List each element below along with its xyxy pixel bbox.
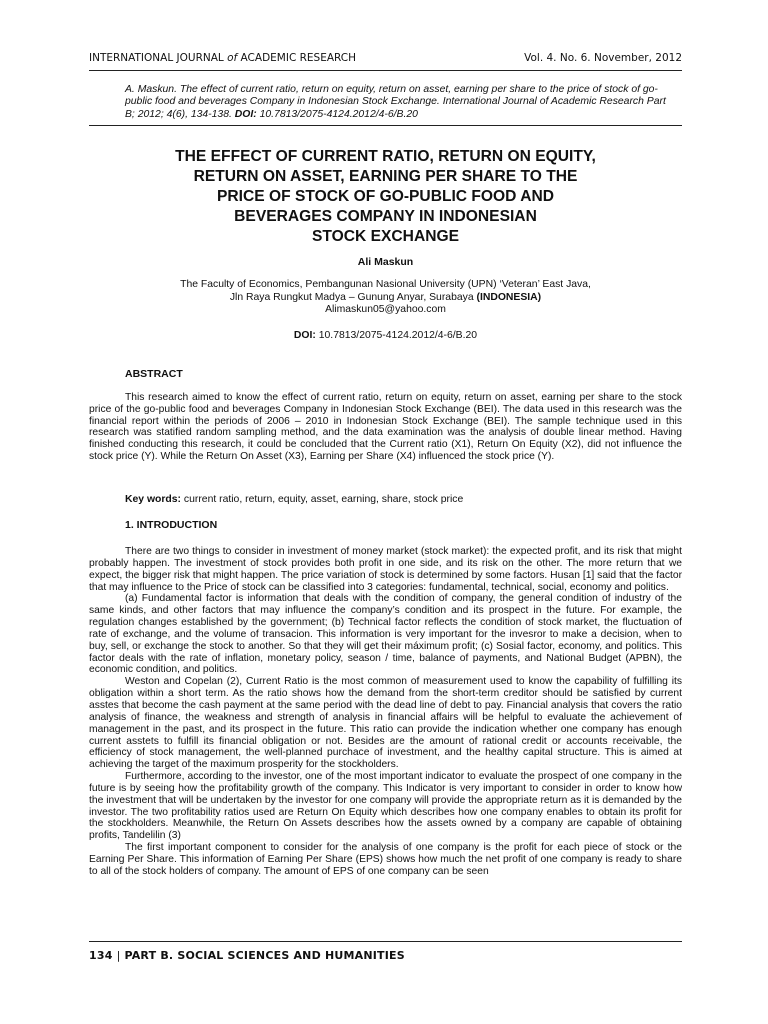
citation-block bbox=[125, 84, 677, 121]
title-line: RETURN ON ASSET, EARNING PER SHARE TO THE bbox=[193, 168, 578, 185]
footer-divider bbox=[89, 941, 682, 942]
title-line: STOCK EXCHANGE bbox=[311, 228, 459, 245]
doi-label: DOI: bbox=[293, 330, 316, 341]
journal-name: INTERNATIONAL JOURNAL of ACADEMIC RESEARCH bbox=[89, 52, 357, 64]
page-footer bbox=[89, 949, 405, 962]
doi-value[interactable]: 10.7813/2075-4124.2012/4-6/B.20 bbox=[315, 330, 478, 341]
author-email[interactable]: Alimaskun05@yahoo.com bbox=[325, 304, 446, 316]
introduction-body bbox=[89, 546, 682, 878]
title-line: PRICE OF STOCK OF GO-PUBLIC FOOD AND bbox=[216, 188, 554, 205]
page-number: 134 bbox=[89, 949, 113, 962]
body-paragraph: There are two things to consider in investment of money market (stock market): the expected profit, and its risk that might probably happen. The investment of stock provides both profit in one side, and its risk on the other. The more return that we expect, the bigger risk that might happen. The price variation of stock is determined by some factors. Husan [1] said that the factor that may influence to the Price of stock can be classified into 3 categories: fundamental, technical, social, economy and politics. bbox=[89, 546, 682, 593]
affiliation-country: (INDONESIA) bbox=[476, 291, 542, 303]
title-line: THE EFFECT OF CURRENT RATIO, RETURN ON EQUITY, bbox=[175, 148, 596, 165]
citation-text: A. Maskun. The effect of current ratio, return on equity, return on asset, earning per share to the price of stock of go-public food and beverages Company in Indonesian Stock Exchange. International Journal of Academic Research Part B; 2012; 4(6), 134-138. bbox=[125, 84, 666, 120]
citation-doi-label: DOI: bbox=[234, 108, 257, 120]
author-name: Ali Maskun bbox=[357, 256, 414, 268]
header-divider bbox=[89, 70, 682, 71]
author-affiliation bbox=[89, 279, 682, 317]
affiliation-line: The Faculty of Economics, Pembangunan Nasional University (UPN) ‘Veteran’ East Java, bbox=[180, 279, 591, 290]
body-paragraph: (a) Fundamental factor is information that deals with the condition of company, the general condition of industry of the same kinds, and other factors that may influence the company’s condition and its prospect in the future. For example, the regulation changes established by the government; (b) Technical factor reflects the condition of stock market, the fluctuation of rate of exchange, and the volume of transacion. This information is very important for the invesror to make a decision, when to buy, sell, or exchange the stock to another. So that they will get their máximum profit; (c) Sosial factor, economy, and politics. This factor deals with the rate of inflation, monetary policy, season / time, balance of payments, and National Budget (APBN), the economic condition, and politics. bbox=[89, 593, 682, 676]
body-paragraph: Furthermore, according to the investor, one of the most important indicator to evaluate the prospect of one company in the future is by seeing how the profitability growth of the company. This Indicator is very important to consider in order to know how the investment that will be undertaken by the investor for one company will provide the appropriate return as it is demanded by the investor. The two profitability ratios used are Return On Equity which describes how one company enables to obtain its profit for the stockholders. Meanwhile, the Return On Assets describes how the assets owned by a company are capable of obtaining profits, Tandelilin (3) bbox=[89, 771, 682, 842]
citation-doi-value: 10.7813/2075-4124.2012/4-6/B.20 bbox=[256, 108, 418, 120]
footer-section: PART B. SOCIAL SCIENCES AND HUMANITIES bbox=[124, 949, 405, 962]
abstract-text: This research aimed to know the effect of current ratio, return on equity, return on asset, earning per share to the stock price of the go-public food and beverages Company in Indonesian Stock Exchange (BEI). The data used in this research was the financial report within the periods of 2006 – 2010 in Indonesian Stock Exchange (BEI). The sample technique used in this research was statified random sampling method, and the data examination was the analysis of double linear method. Having finished conducting this research, it could be concluded that the Current ratio (X1), Return On Equity (X2), did not influence the stock price (Y). While the Return On Asset (X3), Earning per Share (X4) influenced the stock price (Y). bbox=[89, 392, 682, 462]
body-paragraph: Weston and Copelan (2), Current Ratio is the most common of measurement used to know the capability of fulfilling its obligation within a short term. As the ratio shows how the demand from the short-term creditor should be satisfied by current asstes that become the cash payment at the same period with the dead line of debt to pay. Financial analysis that covers the ratio analysis of finance, the weakness and strength of analysis in financial affairs will be helpful to evaluate the achievement of management in the past, and its prospect in the future. This ratio can provide the indication whether one company has enough current asstets to fulfill its financial obligation or not. Besides are the amount of rational credit or accounts receivable, the efficiency of stock management, the well-planned purchace of investment, and the healthy capital structure. This is aimed at achieving the target of the maximum prosperity for the stockholders. bbox=[89, 676, 682, 771]
keywords bbox=[125, 494, 682, 505]
body-paragraph: The first important component to consider for the analysis of one company is the profit for each piece of stock or the Earning Per Share. This information of Earning Per Share (EPS) shows how much the net profit of one company is ready to share to all of the stock holders of company. The amount of EPS of one company can be seen bbox=[89, 842, 682, 877]
footer-separator: | bbox=[116, 949, 121, 962]
issue-info: Vol. 4. No. 6. November, 2012 bbox=[524, 52, 682, 64]
article-doi bbox=[89, 330, 682, 341]
section-heading-introduction: 1. INTRODUCTION bbox=[125, 519, 218, 531]
citation-divider bbox=[89, 125, 682, 126]
affiliation-line: Jln Raya Rungkut Madya – Gunung Anyar, Surabaya (INDONESIA) bbox=[229, 291, 542, 303]
keywords-label: Key words: bbox=[125, 494, 182, 505]
title-line: BEVERAGES COMPANY IN INDONESIAN bbox=[234, 208, 537, 225]
article-title bbox=[89, 147, 682, 247]
running-header bbox=[89, 52, 682, 68]
abstract-heading: ABSTRACT bbox=[125, 368, 183, 380]
keywords-list: current ratio, return, equity, asset, earning, share, stock price bbox=[181, 494, 464, 505]
